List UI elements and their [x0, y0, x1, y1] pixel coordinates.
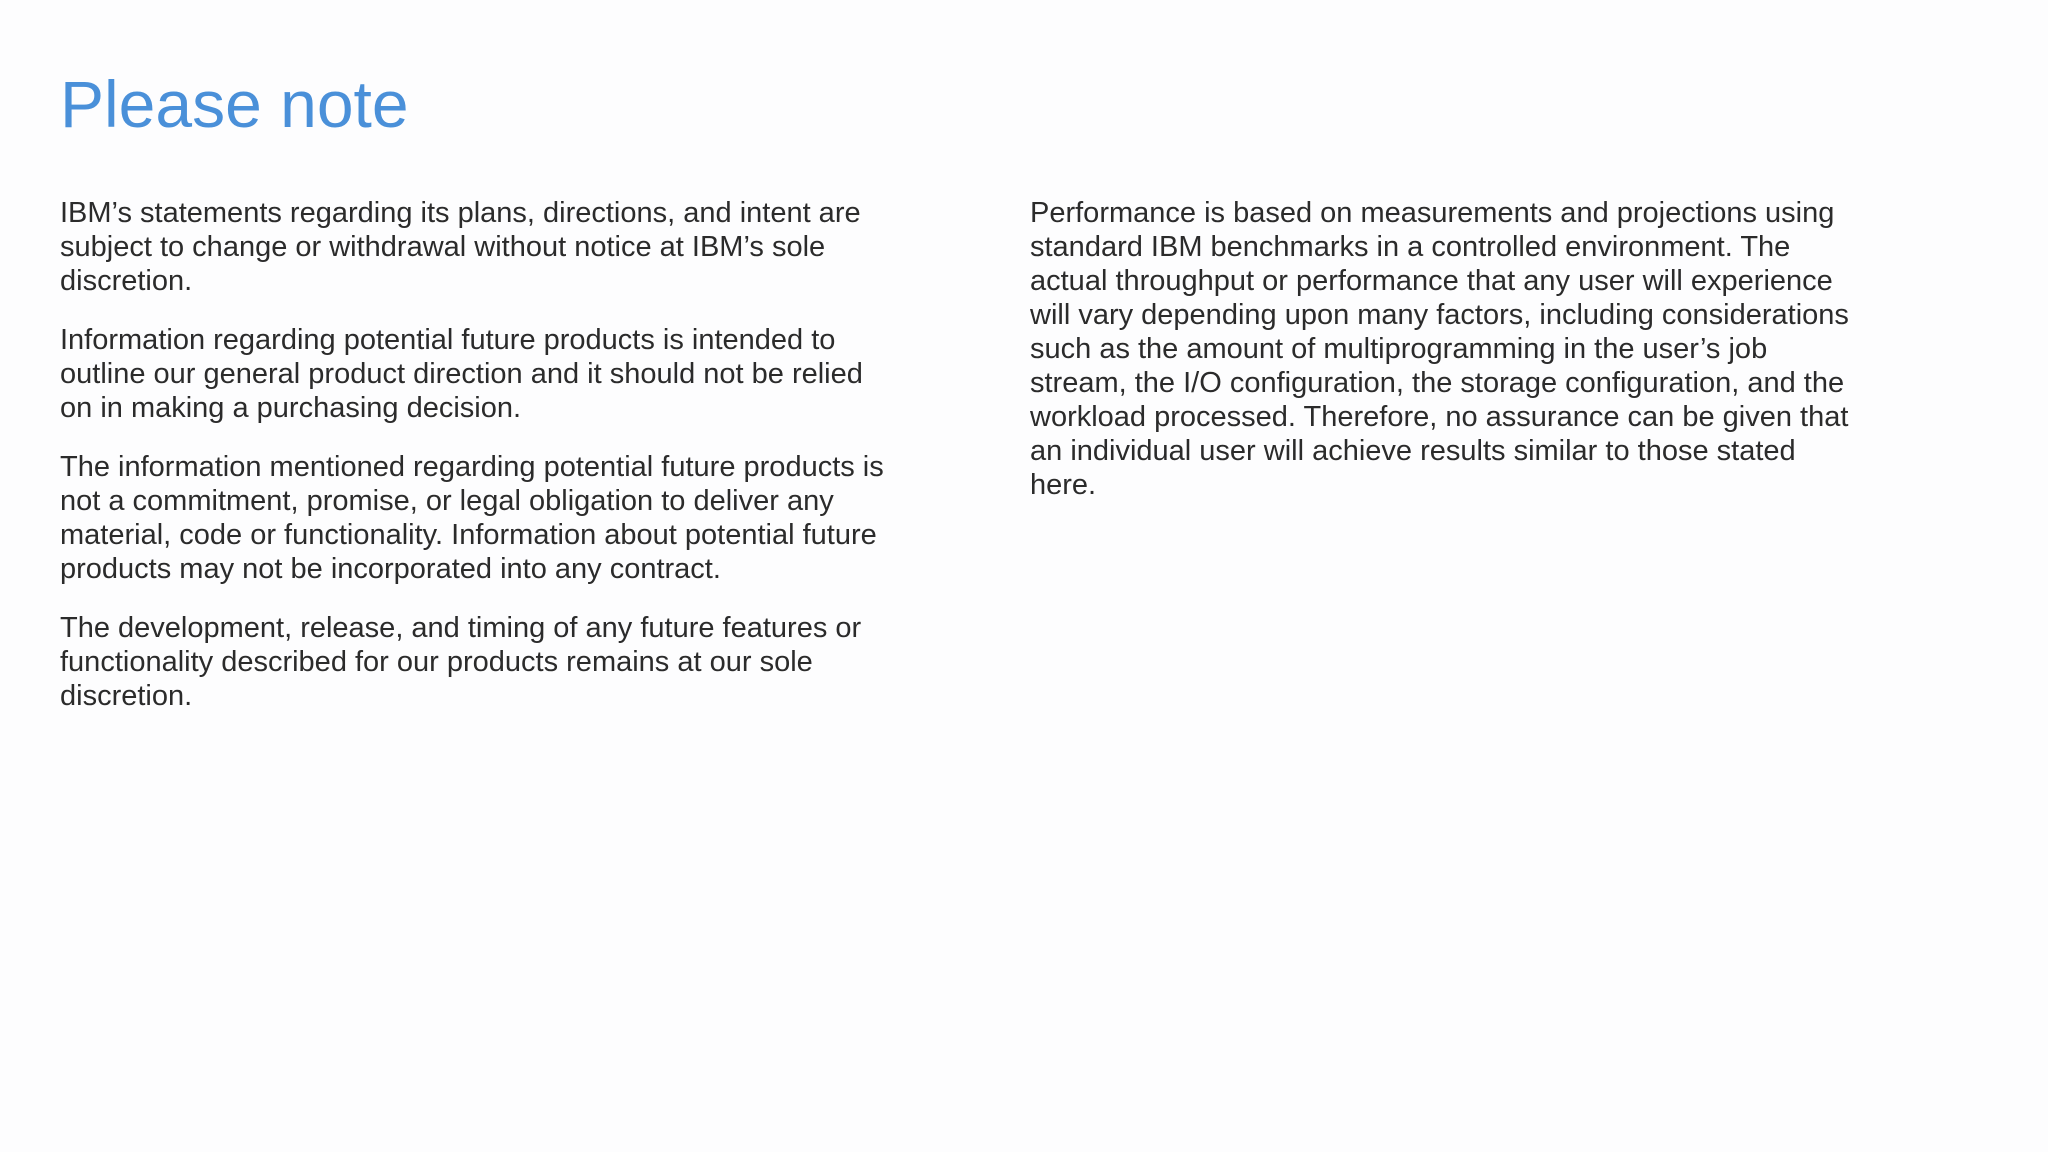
page-title: Please note: [60, 67, 409, 141]
disclaimer-paragraph-product-direction: Information regarding potential future products is intended to outline our general product direction and it should not be relied on in making a purchasing decision.: [60, 324, 863, 424]
disclaimer-paragraph-no-commitment: The information mentioned regarding potential future products is not a commitment, promise, or legal obligation to deliver any material, code or functionality. Information about potential future products may not be incorporated into any contract.: [60, 451, 884, 585]
disclaimer-paragraph-timing: The development, release, and timing of any future features or functionality described for our products remains at our sole discretion.: [60, 612, 862, 712]
right-column: [1030, 196, 1850, 527]
disclaimer-paragraph-plans: IBM’s statements regarding its plans, directions, and intent are subject to change or withdrawal without notice at IBM’s sole discretion.: [60, 197, 861, 297]
left-column: [60, 196, 900, 738]
performance-disclaimer-paragraph: Performance is based on measurements and projections using standard IBM benchmarks in a controlled environment. The actual throughput or performance that any user will experience will vary depending upon many factors, including considerations such as the amount of multiprogramming in the user’s job stream, the I/O configuration, the storage configuration, and the workload processed. Therefore, no assurance can be given that an individual user will achieve results similar to those stated here.: [1030, 197, 1849, 501]
